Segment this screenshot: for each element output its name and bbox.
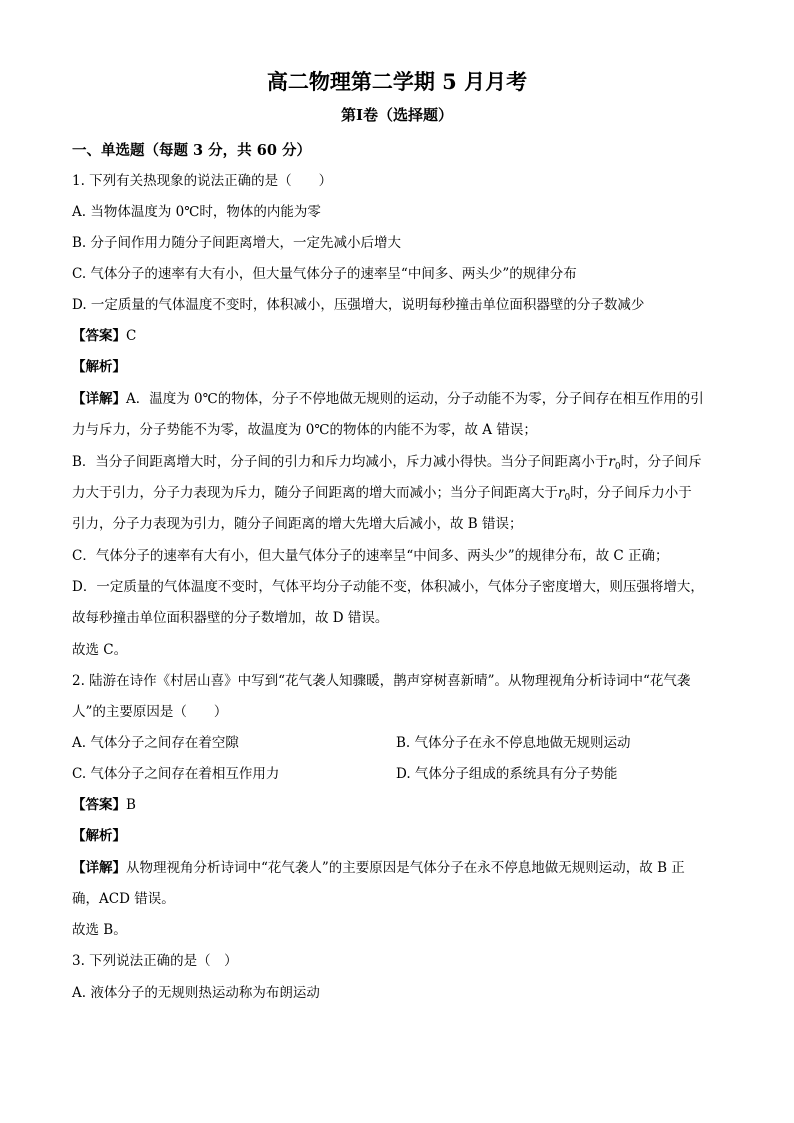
q1-answer-label: 【答案】 [72, 328, 126, 344]
q1-option-b: B. 分子间作用力随分子间距离增大，一定先减小后增大 [72, 235, 402, 251]
q2-option-b: B. 气体分子在永不停息地做无规则运动 [396, 735, 631, 751]
q1-r0-symbol: r [608, 454, 615, 470]
q1-option-a: A. 当物体温度为 0℃时，物体的内能为零 [72, 204, 321, 220]
q1-detail-line-3 [72, 452, 702, 477]
q1-detail-label: 【详解】 [72, 391, 126, 407]
q1-analysis-label: 【解析】 [72, 359, 126, 375]
q2-stem-line-1: 2. 陆游在诗作《村居山喜》中写到“花气袭人知骤暖，鹊声穿树喜新晴”。从物理视角分析诗词中“花气袭 [72, 673, 691, 689]
q1-r0-symbol-2: r [558, 485, 565, 501]
q1-stem: 1. 下列有关热现象的说法正确的是（ ） [72, 173, 333, 189]
q2-answer-line [72, 795, 136, 815]
q1-answer-line [72, 326, 136, 346]
q2-detail-label: 【详解】 [72, 860, 126, 876]
q2-option-c: C. 气体分子之间存在着相互作用力 [72, 766, 280, 782]
q2-answer-label: 【答案】 [72, 797, 126, 813]
q1-r0-subscript: 0 [614, 462, 621, 472]
q1-detail-text-3a: B．当分子间距离增大时，分子间的引力和斥力均减小，斥力减小得快。当分子间距离小于 [72, 454, 609, 470]
q2-conclusion: 故选 B。 [72, 922, 127, 938]
q1-conclusion: 故选 C。 [72, 642, 128, 658]
q1-detail-text-1: A．温度为 0℃的物体，分子不停地做无规则的运动，分子动能不为零，分子间存在相互作用的引 [126, 391, 704, 407]
q1-answer-value: C [126, 328, 137, 344]
q1-detail-line-4 [72, 483, 692, 508]
q2-answer-value: B [126, 797, 136, 813]
page-subtitle: 第Ⅰ卷（选择题） [340, 106, 454, 124]
q1-detail-text-3b: 时，分子间斥 [620, 454, 702, 470]
q1-option-c: C. 气体分子的速率有大有小，但大量气体分子的速率呈“中间多、两头少”的规律分布 [72, 266, 577, 282]
q2-analysis-label: 【解析】 [72, 828, 126, 844]
q1-detail-line-5: 引力，分子力表现为引力，随分子间距离的增大先增大后减小，故 B 错误； [72, 516, 523, 532]
q1-detail-line-7: D．一定质量的气体温度不变时，气体平均分子动能不变，体积减小，气体分子密度增大，则压强将增大， [72, 579, 704, 595]
q2-stem-line-2: 人”的主要原因是（ ） [72, 704, 228, 720]
q2-detail-text-1: 从物理视角分析诗词中“花气袭人”的主要原因是气体分子在永不停息地做无规则运动，故 B 正 [126, 860, 685, 876]
q1-detail-line-6: C．气体分子的速率有大有小，但大量气体分子的速率呈“中间多、两头少”的规律分布，故 C 正确； [72, 548, 669, 564]
q2-detail-line-2: 确，ACD 错误。 [72, 891, 175, 907]
q1-detail-line-2: 力与斥力，分子势能不为零，故温度为 0℃的物体的内能不为零，故 A 错误； [72, 422, 537, 438]
section-heading: 一、单选题（每题 3 分，共 60 分） [72, 142, 311, 159]
q2-option-d: D. 气体分子组成的系统具有分子势能 [396, 766, 618, 782]
q1-detail-text-4b: 时，分子间斥力小于 [570, 485, 692, 501]
q2-detail-line-1 [72, 858, 685, 878]
q1-detail-line-8: 故每秒撞击单位面积器壁的分子数增加，故 D 错误。 [72, 610, 389, 626]
page-title: 高二物理第二学期 5 月月考 [266, 69, 528, 94]
q2-option-a: A. 气体分子之间存在着空隙 [72, 735, 239, 751]
q1-detail-text-4a: 力大于引力，分子力表现为斥力，随分子间距离的增大而减小；当分子间距离大于 [72, 485, 558, 501]
q3-stem: 3. 下列说法正确的是（ ） [72, 953, 238, 969]
q3-option-a: A. 液体分子的无规则热运动称为布朗运动 [72, 985, 320, 1001]
q1-detail-line-1 [72, 389, 704, 409]
q1-option-d: D. 一定质量的气体温度不变时，体积减小，压强增大，说明每秒撞击单位面积器壁的分子数减少 [72, 297, 645, 313]
q1-r0-subscript-2: 0 [564, 493, 571, 503]
